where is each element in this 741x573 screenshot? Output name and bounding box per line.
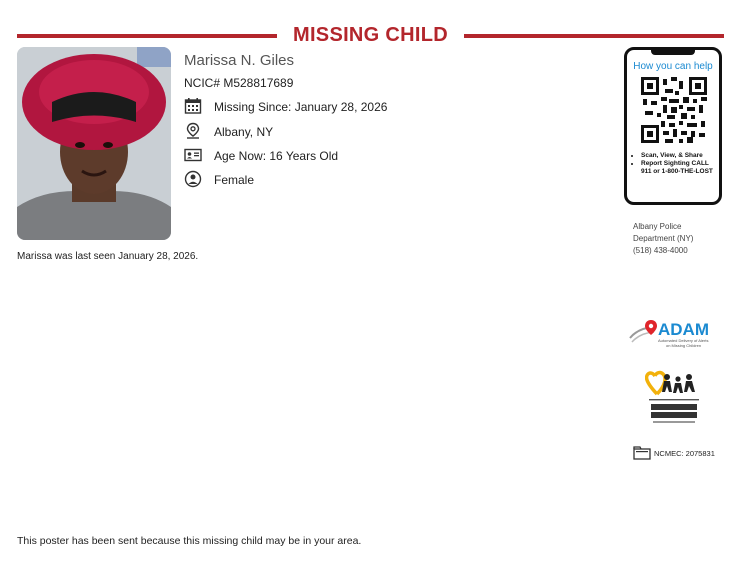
child-name: Marissa N. Giles xyxy=(184,52,295,69)
location-pin-icon xyxy=(184,122,202,140)
phone-notch xyxy=(651,49,695,55)
calendar-icon xyxy=(184,97,202,115)
adam-logo xyxy=(628,318,720,354)
qr-code-icon[interactable] xyxy=(641,77,707,143)
help-phone-card xyxy=(624,47,722,205)
help-item: • Scan, View, & Share xyxy=(641,152,717,160)
last-seen-caption: Marissa was last seen January 28, 2026. xyxy=(17,251,199,262)
ncmec-logo xyxy=(645,368,703,428)
adam-tagline1: Automated Delivery of Alerts xyxy=(658,338,709,343)
help-list xyxy=(629,152,717,176)
id-card-icon xyxy=(184,146,202,164)
child-photo xyxy=(17,47,171,240)
ncmec-id-text: NCMEC: 2075831 xyxy=(654,449,715,458)
help-item: • Report Sighting CALL 911 or 1-800-THE-LOST xyxy=(641,160,717,176)
agency-contact xyxy=(633,221,693,257)
age-now: Age Now: 16 Years Old xyxy=(214,149,339,163)
adam-tagline2: on Missing Children xyxy=(666,343,702,348)
ncic-number: NCIC# M528817689 xyxy=(184,76,294,90)
help-title: How you can help xyxy=(633,61,713,72)
adam-wordmark: ADAM xyxy=(658,320,709,339)
poster-title: MISSING CHILD xyxy=(292,24,448,46)
person-icon xyxy=(184,170,202,188)
case-folder-icon xyxy=(633,446,651,460)
agency-name-line1: Albany Police xyxy=(633,222,682,231)
sex: Female xyxy=(214,173,255,187)
agency-name-line2: Department (NY) xyxy=(633,234,694,243)
location: Albany, NY xyxy=(214,125,274,139)
missing-since: Missing Since: January 28, 2026 xyxy=(214,100,388,114)
poster-footer: This poster has been sent because this missing child may be in your area. xyxy=(17,535,362,547)
agency-phone[interactable]: (518) 438-4000 xyxy=(633,246,688,255)
